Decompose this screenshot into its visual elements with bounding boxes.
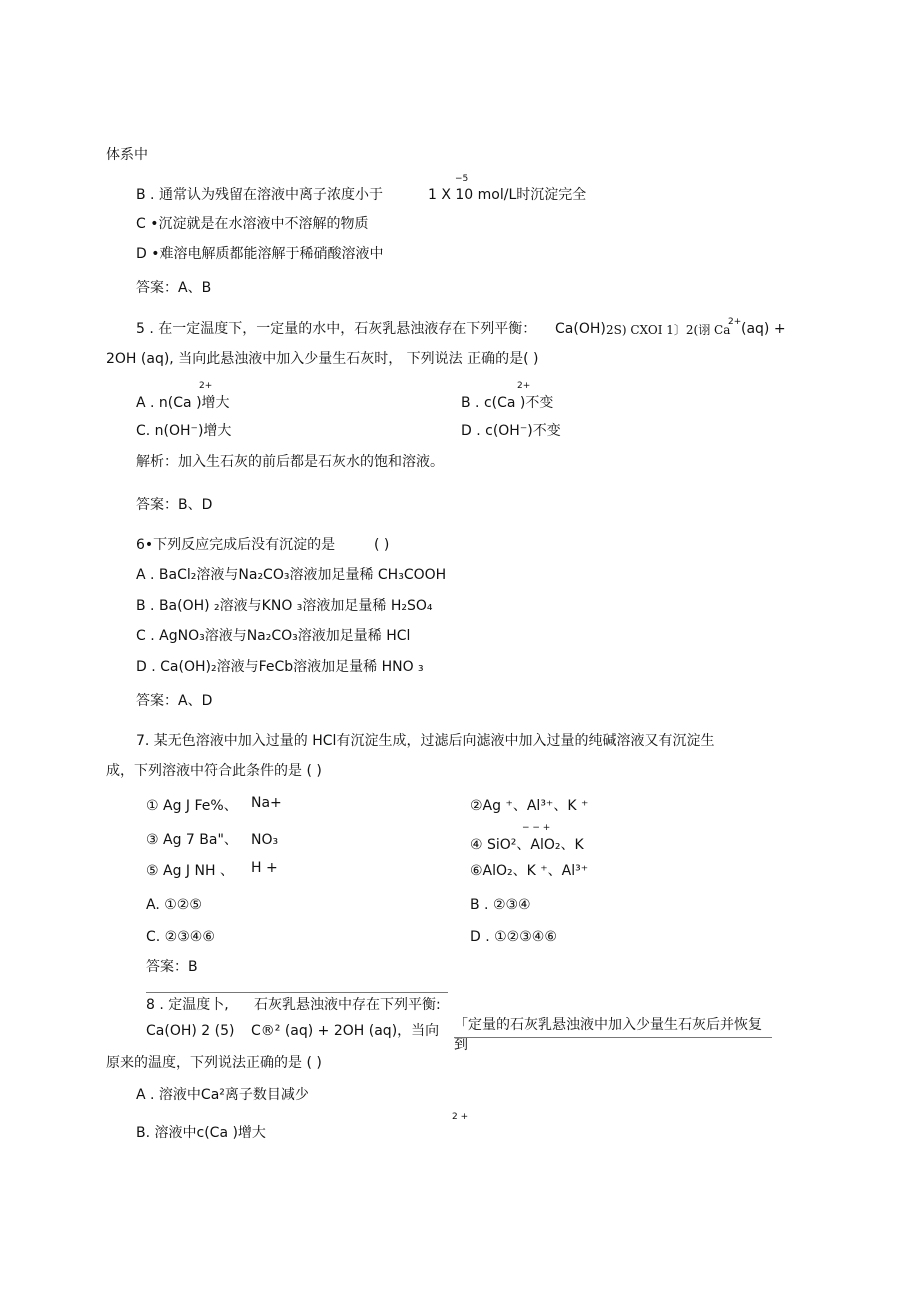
q4-option-c: C •沉淀就是在水溶液中不溶解的物质: [136, 216, 369, 232]
q7-item-4-charges: − − +: [522, 823, 551, 833]
intro-tail: 体系中: [106, 147, 148, 163]
q6-stem: 6•下列反应完成后没有沉淀的是: [136, 537, 336, 553]
q7-item-4: ④ SiO²、AlO₂、K: [470, 837, 584, 853]
q8-option-b: B. 溶液中c(Ca )增大: [136, 1125, 266, 1141]
q7-choice-d: D . ①②③④⑥: [470, 929, 557, 945]
q4-exponent: −5: [455, 174, 469, 184]
q8-stem-fragment: 到: [454, 1037, 468, 1053]
q8-stem-part1: 石灰乳悬浊液中存在下列平衡:: [254, 997, 441, 1013]
q8-superscript: 2 +: [452, 1112, 469, 1122]
q7-choice-c: C. ②③④⑥: [146, 929, 215, 945]
q8-label: 8 . 定温度卜,: [146, 997, 229, 1013]
q4-option-d: D •难溶电解质都能溶解于稀硝酸溶液中: [136, 246, 384, 262]
q7-item-1: ① Ag J Fe%、: [146, 798, 238, 814]
q4-option-b: B . 通常认为残留在溶液中离子浓度小于: [136, 187, 383, 203]
q7-item-3-ion: NO₃: [251, 832, 279, 848]
q7-item-5-ion: H +: [251, 860, 278, 876]
q7-choice-b: B . ②③④: [470, 897, 531, 913]
q8-stem-part2: 「定量的石灰乳悬浊液中加入少量生石灰后并恢复: [454, 1017, 762, 1033]
q5-answer: 答案：B、D: [136, 497, 213, 513]
q7-stem-line2: 成，下列溶液中符合此条件的是 ( ): [106, 763, 322, 779]
q6-option-c: C . AgNO₃溶液与Na₂CO₃溶液加足量稀 HCl: [136, 628, 411, 644]
q7-answer: 答案：B: [146, 959, 198, 975]
q8-option-a: A . 溶液中Ca²离子数目减少: [136, 1087, 309, 1103]
q5-analysis: 解析：加入生石灰的前后都是石灰水的饱和溶液。: [136, 454, 444, 470]
q5-stem-line1: 5 . 在一定温度下，一定量的水中，石灰乳悬浊液存在下列平衡：: [136, 321, 537, 337]
q7-item-1-ion: Na+: [251, 795, 282, 811]
q5-equation-part2: 2S) CXOI 1〕2(诩 Ca: [606, 323, 731, 337]
divider-line-2: [454, 1037, 772, 1038]
q6-option-d: D . Ca(OH)₂溶液与FeCb溶液加足量稀 HNO ₃: [136, 659, 424, 675]
q6-option-b: B . Ba(OH) ₂溶液与KNO ₃溶液加足量稀 H₂SO₄: [136, 598, 433, 614]
q5-option-a: A . n(Ca )增大: [136, 395, 230, 411]
q7-item-5: ⑤ Ag J NH 、: [146, 863, 234, 879]
q5-option-c: C. n(OH⁻)增大: [136, 423, 232, 439]
q7-item-6: ⑥AlO₂、K ⁺、Al³⁺: [470, 863, 589, 879]
q4-option-b-value: 1 X 10 mol/L时沉淀完全: [428, 187, 587, 203]
q7-item-3: ③ Ag 7 Ba"、: [146, 832, 238, 848]
q5-equation-part3: (aq) +: [741, 321, 786, 337]
q5-superscript-a: 2+: [199, 381, 213, 391]
q5-option-b: B . c(Ca )不变: [461, 395, 554, 411]
q5-equation-part1: Ca(OH): [555, 321, 606, 337]
q6-answer-paren: ( ): [374, 537, 390, 553]
q7-item-2: ②Ag ⁺、Al³⁺、K ⁺: [470, 798, 589, 814]
q6-answer: 答案：A、D: [136, 693, 213, 709]
q8-equation-left: Ca(OH) 2 (5): [146, 1023, 235, 1039]
q8-equation-right: C®² (aq) + 2OH (aq)，当向: [251, 1023, 440, 1039]
q6-option-a: A . BaCl₂溶液与Na₂CO₃溶液加足量稀 CH₃COOH: [136, 567, 447, 583]
q5-equation-superscript: 2+: [728, 317, 742, 327]
q8-stem-line2: 原来的温度，下列说法正确的是 ( ): [106, 1055, 322, 1071]
q7-stem-line1: 7. 某无色溶液中加入过量的 HCl有沉淀生成，过滤后向滤液中加入过量的纯碱溶液又有沉淀生: [136, 733, 715, 749]
q5-option-d: D . c(OH⁻)不变: [461, 423, 561, 439]
q5-stem-line2: 2OH (aq), 当向此悬浊液中加入少量生石灰时， 下列说法 正确的是( ): [106, 351, 539, 367]
q7-choice-a: A. ①②⑤: [146, 897, 202, 913]
divider-line: [146, 992, 448, 993]
q4-answer: 答案：A、B: [136, 280, 212, 296]
q5-superscript-b: 2+: [517, 381, 531, 391]
